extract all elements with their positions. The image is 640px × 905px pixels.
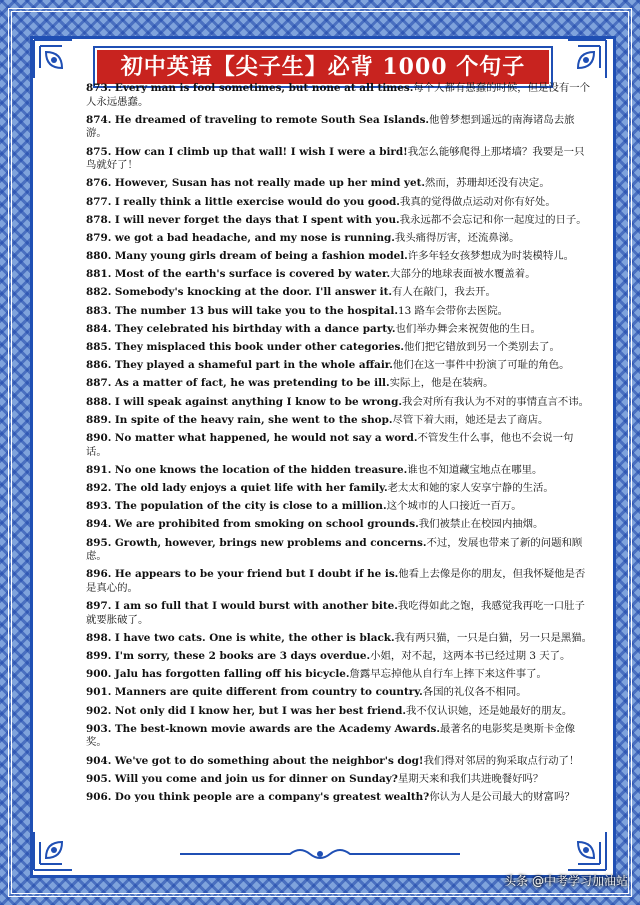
chinese-translation: 我们得对邻居的狗采取点行动了！ bbox=[423, 754, 580, 767]
chinese-translation: 他看上去像是你的朋友，但我怀疑他是否是真心的。 bbox=[86, 568, 586, 594]
chinese-translation: 每个人都有愚蠢的时候，但是没有一个人永远愚蠢。 bbox=[86, 82, 591, 108]
english-sentence: 876. However, Susan has not really made up her mind yet. bbox=[86, 177, 426, 190]
sentence-item bbox=[86, 305, 594, 319]
sentence-item bbox=[86, 464, 594, 478]
chinese-translation: 他曾梦想到遥远的南海诸岛去旅游。 bbox=[86, 113, 575, 140]
sentence-item bbox=[86, 268, 594, 282]
english-sentence: 886. They played a shameful part in the whole affair. bbox=[86, 359, 393, 372]
flourish-divider-icon bbox=[180, 846, 460, 862]
page-title: 初中英语【尖子生】必背 1000 个句子 bbox=[95, 48, 551, 86]
sentence-item bbox=[86, 414, 594, 428]
chinese-translation: 我有两只猫，一只是白猫，另一只是黑猫。 bbox=[394, 631, 593, 644]
chinese-translation: 尽管下着大雨，她还是去了商店。 bbox=[392, 413, 549, 426]
english-sentence: 905. Will you come and join us for dinner on Sunday? bbox=[86, 772, 398, 785]
sentence-item bbox=[86, 250, 594, 264]
sentence-item bbox=[86, 432, 594, 459]
watermark: 头条 @中考学习加油站 bbox=[504, 874, 628, 888]
chinese-translation: 这个城市的人口接近一百万。 bbox=[386, 500, 522, 513]
english-sentence: 889. In spite of the heavy rain, she went to the shop. bbox=[86, 413, 393, 426]
sentence-item bbox=[86, 377, 594, 391]
floral-corner-icon bbox=[32, 826, 78, 872]
chinese-translation: 许多年轻女孩梦想成为时装模特儿。 bbox=[407, 250, 575, 263]
sentence-item bbox=[86, 341, 594, 355]
floral-corner-icon bbox=[32, 38, 78, 84]
sentence-item bbox=[86, 650, 594, 664]
english-sentence: 881. Most of the earth's surface is covered by water. bbox=[86, 268, 391, 281]
sentence-item bbox=[86, 568, 594, 595]
sentence-item bbox=[86, 500, 594, 514]
english-sentence: 901. Manners are quite different from country to country. bbox=[86, 686, 423, 699]
english-sentence: 896. He appears to be your friend but I doubt if he is. bbox=[86, 568, 399, 581]
sentence-item bbox=[86, 396, 594, 410]
chinese-translation: 然而，苏珊却还没有决定。 bbox=[425, 177, 550, 190]
chinese-translation: 我怎么能够爬得上那堵墙？我要是一只鸟就好了！ bbox=[86, 145, 585, 172]
english-sentence: 904. We've got to do something about the neighbor's dog! bbox=[86, 754, 424, 767]
chinese-translation: 你认为人是公司最大的财富吗？ bbox=[429, 790, 575, 803]
english-sentence: 880. Many young girls dream of being a fashion model. bbox=[86, 250, 408, 263]
sentence-item bbox=[86, 82, 594, 109]
sentence-item bbox=[86, 686, 594, 700]
chinese-translation: 他们在这一事件中扮演了可耻的角色。 bbox=[392, 359, 570, 372]
chinese-translation: 他们把它错放到另一个类别去了。 bbox=[403, 341, 560, 354]
sentence-item bbox=[86, 705, 594, 719]
chinese-translation: 我会对所有我认为不对的事情直言不讳。 bbox=[402, 395, 590, 408]
english-sentence: 878. I will never forget the days that I spent with you. bbox=[86, 213, 400, 226]
english-sentence: 883. The number 13 bus will take you to the hospital. bbox=[86, 304, 398, 317]
sentence-item bbox=[86, 359, 594, 373]
english-sentence: 877. I really think a little exercise would do you good. bbox=[86, 195, 400, 208]
floral-corner-icon bbox=[562, 38, 608, 84]
chinese-translation: 我头痛得厉害，还流鼻涕。 bbox=[394, 231, 520, 244]
chinese-translation: 不管发生什么事，他也不会说一句话。 bbox=[86, 431, 574, 458]
sentence-item bbox=[86, 177, 594, 191]
english-sentence: 893. The population of the city is close to a million. bbox=[86, 500, 387, 513]
chinese-translation: 詹露早忘掉他从自行车上摔下来这件事了。 bbox=[349, 668, 547, 681]
english-sentence: 884. They celebrated his birthday with a dance party. bbox=[86, 322, 396, 335]
english-sentence: 875. How can I climb up that wall! I wish I were a bird! bbox=[86, 145, 408, 158]
sentence-item bbox=[86, 286, 594, 300]
chinese-translation: 13 路车会带你去医院。 bbox=[397, 304, 508, 317]
chinese-translation: 各国的礼仪各不相同。 bbox=[422, 686, 527, 699]
chinese-translation: 我们被禁止在校园内抽烟。 bbox=[418, 518, 544, 531]
sentence-item bbox=[86, 755, 594, 769]
floral-corner-icon bbox=[562, 826, 608, 872]
chinese-translation: 有人在敲门，我去开。 bbox=[392, 286, 496, 299]
chinese-translation: 也们举办舞会来祝贺他的生日。 bbox=[395, 322, 541, 335]
english-sentence: 892. The old lady enjoys a quiet life with her family. bbox=[86, 481, 388, 494]
english-sentence: 890. No matter what happened, he would not say a word. bbox=[86, 431, 418, 444]
chinese-translation: 小姐，对不起，这两本书已经过期 3 天了。 bbox=[370, 650, 571, 663]
chinese-translation: 不过，发展也带来了新的问题和顾虑。 bbox=[86, 536, 583, 563]
chinese-translation: 谁也不知道藏宝地点在哪里。 bbox=[407, 463, 543, 476]
sentence-item bbox=[86, 537, 594, 564]
sentence-item bbox=[86, 723, 594, 750]
english-sentence: 885. They misplaced this book under other categories. bbox=[86, 341, 404, 354]
chinese-translation: 星期天来和我们共进晚餐好吗？ bbox=[397, 772, 544, 785]
english-sentence: 894. We are prohibited from smoking on school grounds. bbox=[86, 518, 419, 531]
sentence-item bbox=[86, 632, 594, 646]
sentence-item bbox=[86, 114, 594, 141]
english-sentence: 873. Every man is fool sometimes, but none at all times. bbox=[86, 82, 414, 94]
chinese-translation: 我真的觉得做点运动对你有好处。 bbox=[399, 195, 556, 208]
sentence-item bbox=[86, 482, 594, 496]
sentence-item bbox=[86, 146, 594, 173]
english-sentence: 899. I'm sorry, these 2 books are 3 days overdue. bbox=[86, 650, 371, 663]
sentence-item bbox=[86, 232, 594, 246]
sentence-item bbox=[86, 600, 594, 627]
chinese-translation: 老太太和她的家人安享宁静的生活。 bbox=[387, 481, 554, 494]
english-sentence: 874. He dreamed of traveling to remote South Sea Islands. bbox=[86, 113, 430, 126]
sentence-item bbox=[86, 773, 594, 787]
english-sentence: 903. The best-known movie awards are the Academy Awards. bbox=[86, 722, 441, 735]
english-sentence: 902. Not only did I know her, but I was her best friend. bbox=[86, 704, 406, 717]
english-sentence: 879. we got a bad headache, and my nose is running. bbox=[86, 231, 395, 244]
chinese-translation: 我永远都不会忘记和你一起度过的日子。 bbox=[399, 213, 587, 226]
sentence-item bbox=[86, 791, 594, 805]
chinese-translation: 实际上，他是在装病。 bbox=[389, 377, 494, 390]
english-sentence: 891. No one knows the location of the hidden treasure. bbox=[86, 463, 408, 476]
chinese-translation: 大部分的地球表面被水覆盖着。 bbox=[390, 268, 536, 281]
sentence-item bbox=[86, 518, 594, 532]
sentence-item bbox=[86, 323, 594, 337]
sentence-item bbox=[86, 214, 594, 228]
english-sentence: 888. I will speak against anything I know to be wrong. bbox=[86, 395, 402, 408]
english-sentence: 906. Do you think people are a company's greatest wealth? bbox=[86, 790, 430, 803]
sentence-item bbox=[86, 196, 594, 210]
sentence-list bbox=[86, 82, 594, 809]
chinese-translation: 最著名的电影奖是奥斯卡金像奖。 bbox=[86, 722, 576, 749]
english-sentence: 895. Growth, however, brings new problems and concerns. bbox=[86, 536, 427, 549]
chinese-translation: 我不仅认识她，还是她最好的朋友。 bbox=[406, 704, 573, 717]
chinese-translation: 我吃得如此之饱，我感觉我再吃一口肚子就要胀破了。 bbox=[86, 600, 585, 626]
english-sentence: 900. Jalu has forgotten falling off his bicycle. bbox=[86, 668, 350, 681]
english-sentence: 898. I have two cats. One is white, the other is black. bbox=[86, 631, 395, 644]
english-sentence: 882. Somebody's knocking at the door. I'll answer it. bbox=[86, 286, 393, 299]
english-sentence: 887. As a matter of fact, he was pretending to be ill. bbox=[86, 377, 390, 390]
sentence-item bbox=[86, 668, 594, 682]
english-sentence: 897. I am so full that I would burst with another bite. bbox=[86, 600, 398, 613]
